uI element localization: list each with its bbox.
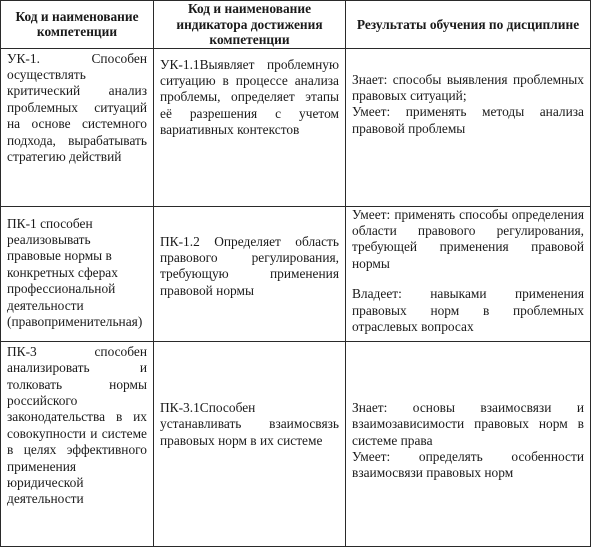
result-item: Умеет: применять методы анализа правовой проблемы	[352, 104, 584, 136]
results-cell	[346, 48, 591, 206]
result-item: Владеет: навыками применения правовых норм в проблемных отраслевых вопросах	[352, 286, 584, 335]
table-header-row	[1, 1, 591, 49]
table-row	[1, 341, 591, 546]
header-competency: Код и наименование компетенции	[1, 1, 154, 49]
competency-cell: ПК-3 способен анализировать и толковать нормы российского законодательства в их совокупности и системе в целях эффективного применения юридической деятельности	[1, 341, 154, 546]
results-cell	[346, 341, 591, 546]
table-row	[1, 48, 591, 206]
result-item: Знает: способы выявления проблемных правовых ситуаций;	[352, 71, 584, 103]
indicator-cell: ПК-3.1Способен устанавливать взаимосвязь правовых норм в их системе	[154, 341, 346, 546]
header-results: Результаты обучения по дисциплине	[346, 1, 591, 49]
result-item: Умеет: применять способы определения области правового регулирования, требующей применения правовой нормы	[352, 206, 584, 271]
results-cell	[346, 206, 591, 341]
indicator-cell: УК-1.1Выявляет проблемную ситуацию в процессе анализа проблемы, определяет этапы её разрешения с учетом вариативных контекстов	[154, 48, 346, 206]
result-item: Знает: основы взаимосвязи и взаимозависимости правовых норм в системе права	[352, 399, 584, 448]
table-row	[1, 206, 591, 341]
competency-cell: ПК-1 способен реализовывать правовые нормы в конкретных сферах профессиональной деятельности (правоприменительная)	[1, 206, 154, 341]
competency-cell: УК-1. Способен осуществлять критический анализ проблемных ситуаций на основе системного подхода, вырабатывать стратегию действий	[1, 48, 154, 206]
result-item: Умеет: определять особенности взаимосвязи правовых норм	[352, 449, 584, 481]
indicator-cell: ПК-1.2 Определяет область правового регулирования, требующую применения правовой нормы	[154, 206, 346, 341]
header-indicator: Код и наименование индикатора достижения компетенции	[154, 1, 346, 49]
